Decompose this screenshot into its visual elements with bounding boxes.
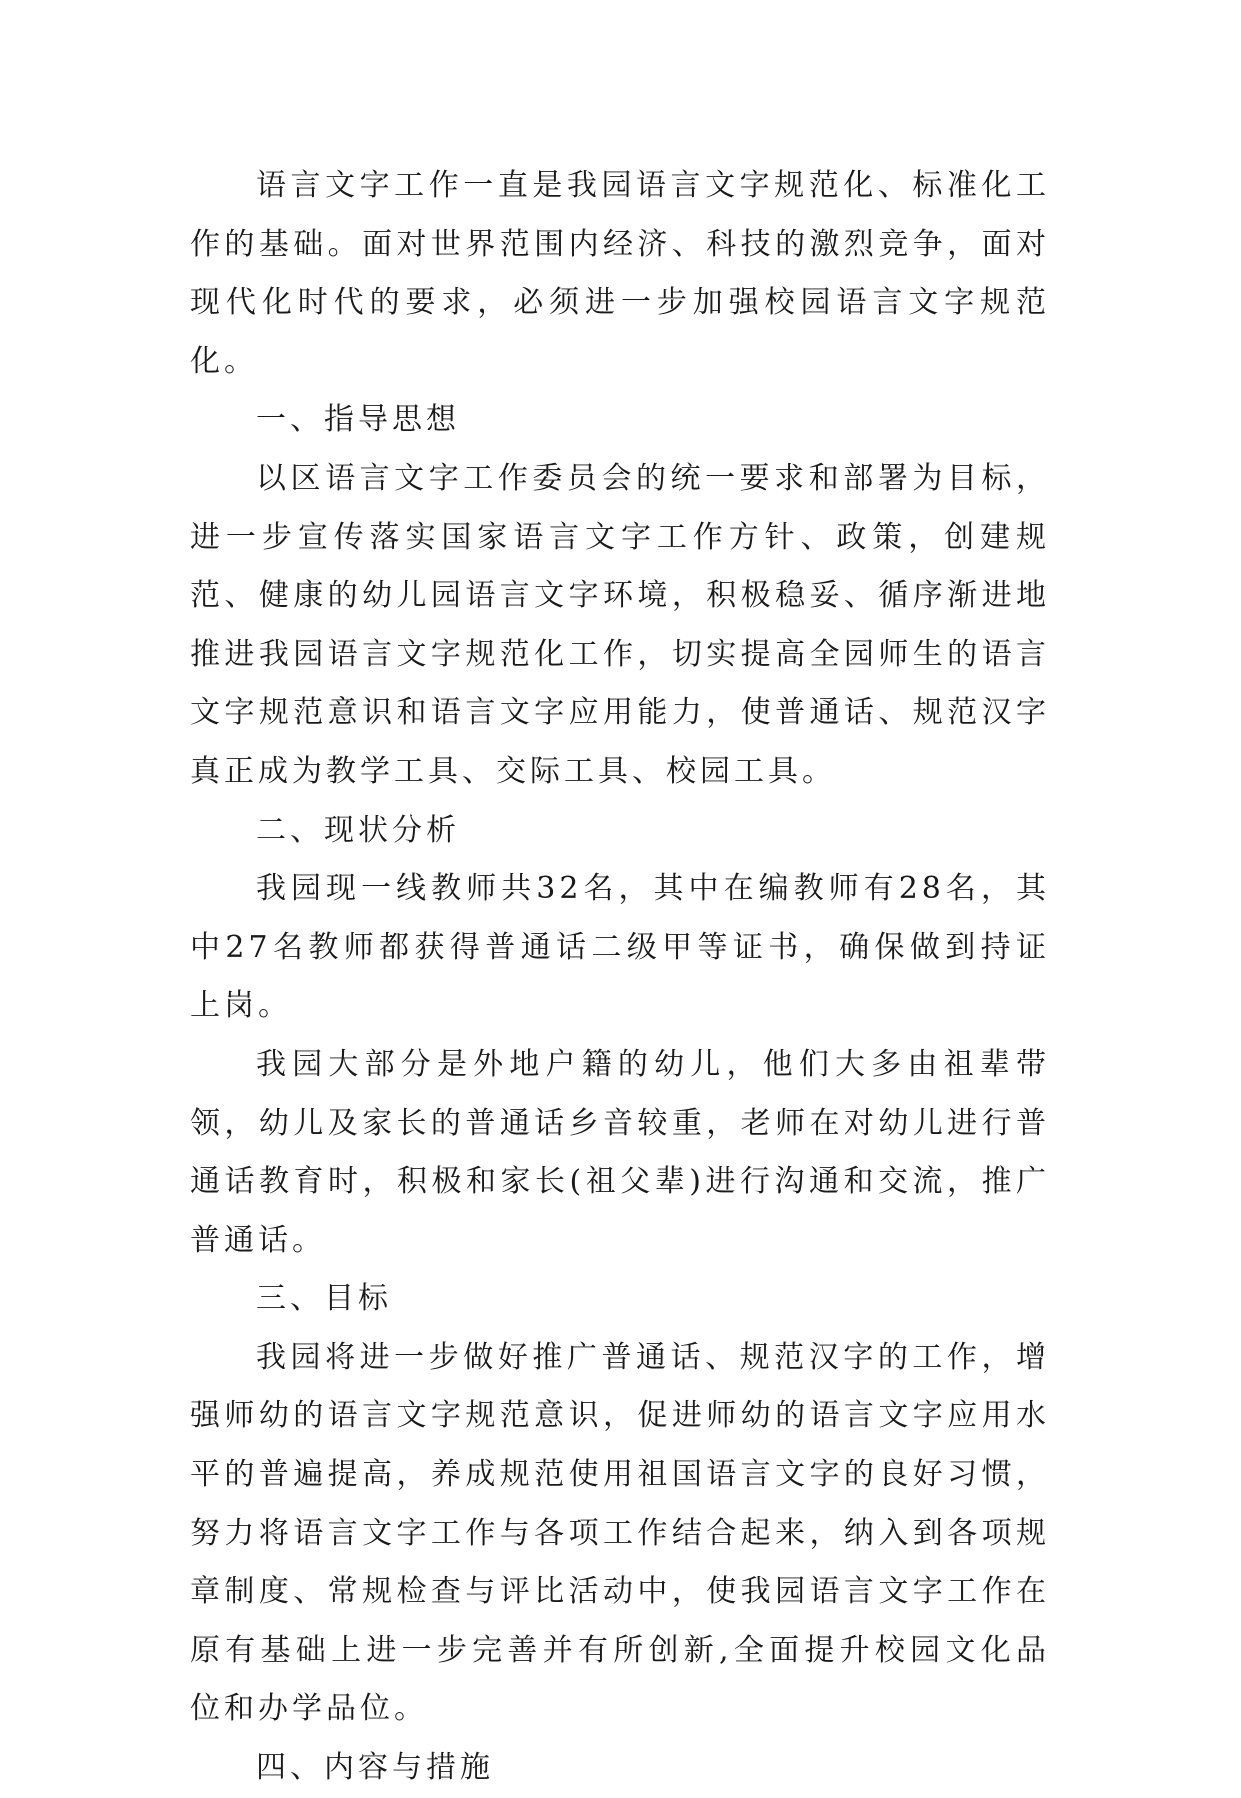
goals-paragraph: 我园将进一步做好推广普通话、规范汉字的工作，增强师幼的语言文字规范意识，促进师幼的语言文字应用水平的普遍提高，养成规范使用祖国语言文字的良好习惯，努力将语言文字工作与各项工作结合起来，纳入到各项规章制度、常规检查与评比活动中，使我园语言文字工作在原有基础上进一步完善并有所创新,全面提升校园文化品位和办学品位。 [190,1339,1050,1727]
guiding-ideology-paragraph: 以区语言文字工作委员会的统一要求和部署为目标，进一步宣传落实国家语言文字工作方针、政策，创建规范、健康的幼儿园语言文字环境，积极稳妥、循序渐进地推进我园语言文字规范化工作，切实提高全园师生的语言文字规范意识和语言文字应用能力，使普通话、规范汉字真正成为教学工具、交际工具、校园工具。 [190,460,1050,789]
heading-content-measures: 四、内容与措施 [256,1750,494,1786]
status-children-paragraph: 我园大部分是外地户籍的幼儿，他们大多由祖辈带领，幼儿及家长的普通话乡音较重，老师在对幼儿进行普通话教育时，积极和家长(祖父辈)进行沟通和交流，推广普通话。 [190,1046,1050,1258]
intro-paragraph: 语言文字工作一直是我园语言文字规范化、标准化工作的基础。面对世界范围内经济、科技的激烈竞争，面对现代化时代的要求，必须进一步加强校园语言文字规范化。 [190,168,1050,379]
document-page [190,157,1050,1798]
heading-status-analysis: 二、现状分析 [256,812,460,848]
heading-guiding-ideology: 一、指导思想 [256,402,460,438]
status-teachers-paragraph: 我园现一线教师共32名，其中在编教师有28名，其中27名教师都获得普通话二级甲等证书，确保做到持证上岗。 [190,871,1050,1024]
heading-goals: 三、目标 [256,1281,392,1317]
